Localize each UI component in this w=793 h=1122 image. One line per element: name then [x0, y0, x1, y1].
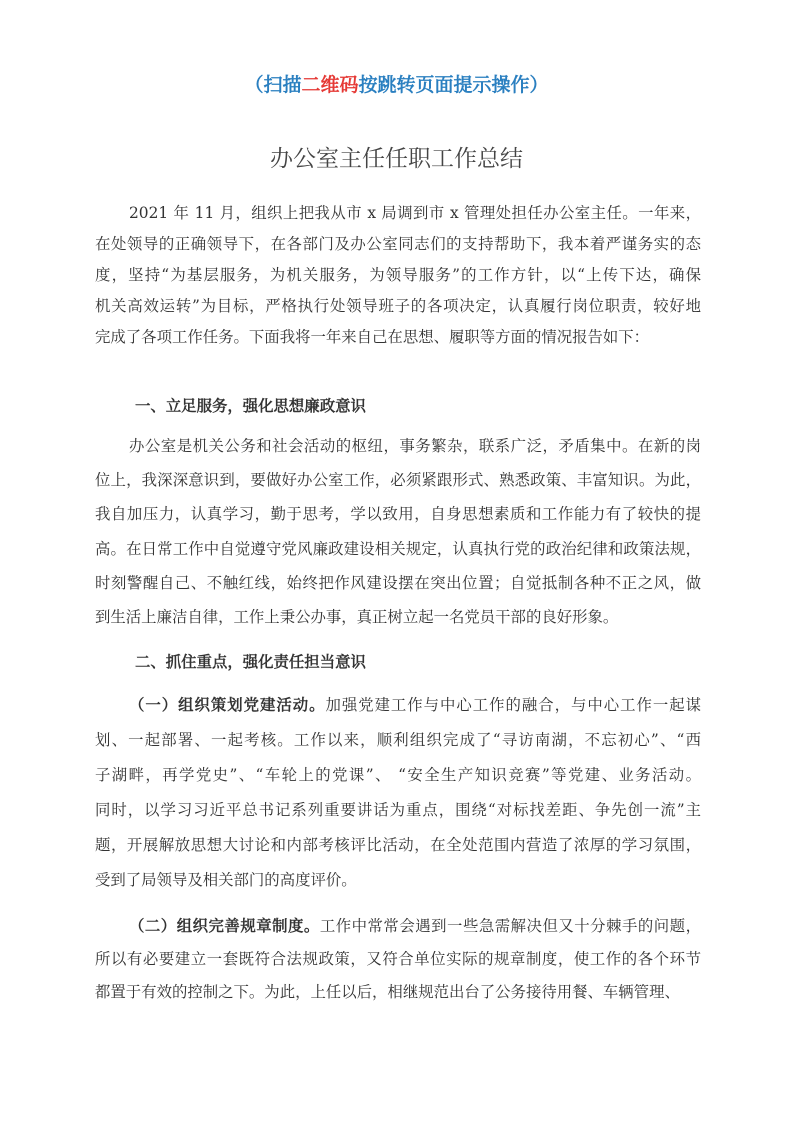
- line-text: 加强党建工作与中心工作的融合，与中心工作一起谋: [325, 696, 701, 714]
- bold-lead: （一）组织策划党建活动。: [129, 696, 326, 714]
- paragraph-rules: [95, 910, 701, 1009]
- text-line: [95, 863, 701, 898]
- line-text: 在处领导的正确领导下，在各部门及办公室同志们的支持帮助下，我本着严谨务实的态: [95, 235, 701, 253]
- line-text: 度，坚持“为基层服务，为机关服务，为领导服务”的工作方针，以“上传下达，确保: [95, 266, 701, 284]
- text-line: [95, 532, 701, 566]
- section-heading-2: 二、抓住重点，强化责任担当意识: [135, 653, 366, 671]
- line-text: 2021 年 11 月，组织上把我从市 x 局调到市 x 管理处担任办公室主任。一年来，: [129, 204, 701, 222]
- line-text: 机关高效运转”为目标，严格执行处领导班子的各项决定，认真履行岗位职责，较好地: [95, 297, 701, 315]
- text-line: [95, 688, 701, 723]
- text-line: [95, 600, 701, 634]
- line-text: 完成了各项工作任务。下面我将一年来自己在思想、履职等方面的情况报告如下：: [95, 328, 650, 346]
- scan-qr-notice: [0, 70, 793, 97]
- line-text: 我自加压力，认真学习，勤于思考，学以致用，自身思想素质和工作能力有了较快的提: [95, 505, 701, 524]
- paragraph-party-activities: [95, 688, 701, 898]
- line-text: 时刻警醒自己、不触红线，始终把作风建设摆在突出位置；自觉抵制各种不正之风，做: [95, 573, 701, 592]
- line-text: 办公室是机关公务和社会活动的枢纽，事务繁杂，联系广泛，矛盾集中。在新的岗: [129, 437, 701, 455]
- text-line: [95, 260, 701, 291]
- text-line: [95, 976, 701, 1009]
- line-text: 子湖畔，再学党史”、“车轮上的党课”、 “安全生产知识竞赛”等党建、业务活动。: [95, 766, 701, 784]
- line-text: 题，开展解放思想大讨论和内部考核评比活动，在全处范围内营造了浓厚的学习氛围，: [95, 836, 701, 854]
- line-text: 位上，我深深意识到，要做好办公室工作，必须紧跟形式、熟悉政策、丰富知识。为此，: [95, 471, 701, 490]
- text-line: [95, 828, 701, 863]
- text-line: [95, 463, 701, 497]
- text-line: [95, 497, 701, 531]
- line-text: 所以有必要建立一套既符合法规政策，又符合单位实际的规章制度，使工作的各个环节: [95, 950, 701, 968]
- line-text: 到生活上廉洁自律，工作上秉公办事，真正树立起一名党员干部的良好形象。: [95, 608, 619, 627]
- text-line: [95, 723, 701, 758]
- document-title: 办公室主任任职工作总结: [270, 146, 523, 172]
- line-text: 工作中常常会遇到一些急需解决但又十分棘手的问题，: [319, 917, 701, 935]
- line-text: 受到了局领导及相关部门的高度评价。: [95, 871, 357, 889]
- line-text: 高。在日常工作中自觉遵守党风廉政建设相关规定，认真执行党的政治纪律和政策法规，: [95, 539, 701, 558]
- paragraph-intro: [95, 198, 701, 353]
- line-text: 都置于有效的控制之下。为此，上任以后，相继规范出台了公务接待用餐、车辆管理、: [95, 983, 680, 1001]
- text-line: [95, 793, 701, 828]
- text-line: [95, 758, 701, 793]
- text-line: [95, 429, 701, 463]
- bold-lead: （二）组织完善规章制度。: [129, 917, 320, 935]
- text-line: [95, 291, 701, 322]
- text-line: [95, 943, 701, 976]
- line-text: 同时，以学习习近平总书记系列重要讲话为重点，围绕“对标找差距、争先创一流”主: [95, 801, 701, 819]
- text-line: [95, 322, 701, 353]
- notice-highlight: 二维码: [301, 74, 359, 96]
- paragraph-section-1: [95, 429, 701, 634]
- section-heading-1: 一、立足服务，强化思想廉政意识: [135, 397, 366, 415]
- text-line: [95, 910, 701, 943]
- text-line: [95, 229, 701, 260]
- line-text: 划、一起部署、一起考核。工作以来，顺利组织完成了“寻访南湖，不忘初心”、“西: [95, 731, 701, 749]
- notice-open: （扫描: [244, 74, 302, 96]
- text-line: [95, 566, 701, 600]
- notice-rest: 按跳转页面提示操作）: [358, 74, 549, 96]
- text-line: [95, 198, 701, 229]
